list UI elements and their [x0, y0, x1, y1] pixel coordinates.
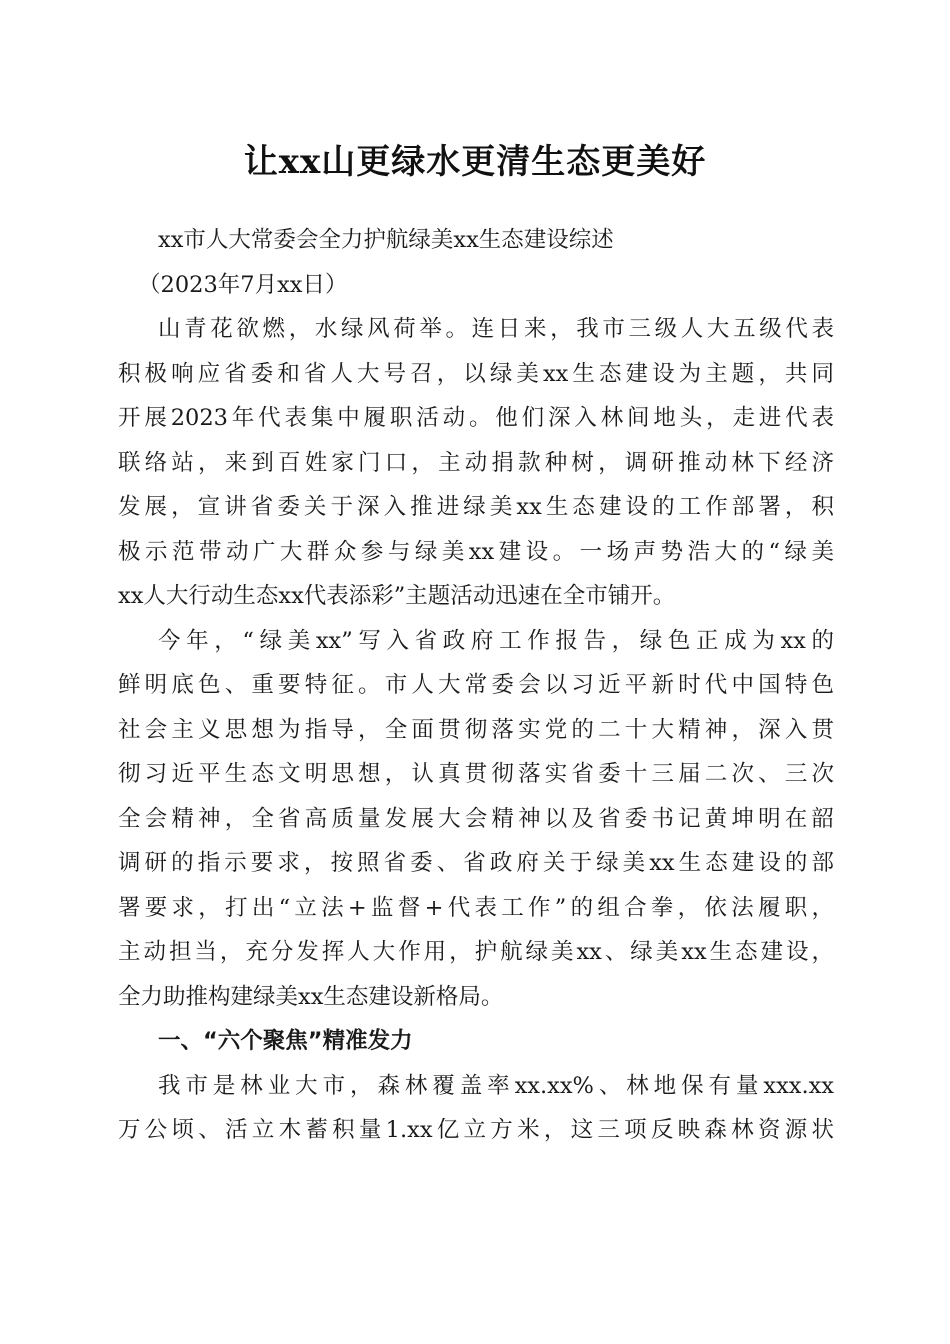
paragraph-line: 调研的指示要求，按照省委、省政府关于绿美xx生态建设的部 — [118, 850, 834, 876]
document-body — [118, 218, 834, 1153]
paragraph-line: 彻习近平生态文明思想，认真贯彻落实省委十三届二次、三次 — [118, 761, 834, 787]
paragraph-line: xx人大行动生态xx代表添彩”主题活动迅速在全市铺开。 — [118, 583, 676, 609]
paragraph-line: 主动担当，充分发挥人大作用，护航绿美xx、绿美xx生态建设， — [118, 939, 834, 965]
paragraph-line: 署要求，打出“立法+监督+代表工作”的组合拳，依法履职， — [118, 894, 834, 921]
paragraph-line: 山青花欲燃，水绿风荷举。连日来，我市三级人大五级代表 — [158, 316, 834, 342]
document-subtitle: xx市人大常委会全力护航绿美xx生态建设综述 — [158, 227, 614, 253]
paragraph-line: 鲜明底色、重要特征。市人大常委会以习近平新时代中国特色 — [118, 672, 834, 698]
paragraph-line: 我市是林业大市，森林覆盖率xx.xx%、林地保有量xxx.xx — [158, 1072, 834, 1099]
paragraph-line: 万公顷、活立木蓄积量1.xx亿立方米，这三项反映森林资源状 — [118, 1117, 834, 1143]
paragraph-line: 社会主义思想为指导，全面贯彻落实党的二十大精神，深入贯 — [118, 716, 834, 743]
paragraph-2 — [118, 619, 834, 1020]
section-heading: 一、“六个聚焦”精准发力 — [158, 1028, 413, 1054]
paragraph-line: 极示范带动广大群众参与绿美xx建设。一场声势浩大的“绿美 — [118, 538, 834, 565]
document-title: 让xx山更绿水更清生态更美好 — [243, 142, 707, 182]
paragraph-line: 全会精神，全省高质量发展大会精神以及省委书记黄坤明在韶 — [118, 805, 834, 832]
document-date: （2023年7月xx日） — [138, 271, 348, 298]
paragraph-line: 开展2023年代表集中履职活动。他们深入林间地头，走进代表 — [118, 405, 834, 431]
paragraph-1 — [118, 307, 834, 619]
paragraph-line: 积极响应省委和省人大号召，以绿美xx生态建设为主题，共同 — [118, 360, 834, 387]
paragraph-line: 发展，宣讲省委关于深入推进绿美xx生态建设的工作部署，积 — [118, 494, 834, 520]
paragraph-3 — [118, 1064, 834, 1153]
paragraph-line: 联络站，来到百姓家门口，主动捐款种树，调研推动林下经济 — [118, 449, 834, 476]
paragraph-line: 今年，“绿美xx”写入省政府工作报告，绿色正成为xx的 — [158, 627, 834, 654]
paragraph-line: 全力助推构建绿美xx生态建设新格局。 — [118, 983, 504, 1010]
